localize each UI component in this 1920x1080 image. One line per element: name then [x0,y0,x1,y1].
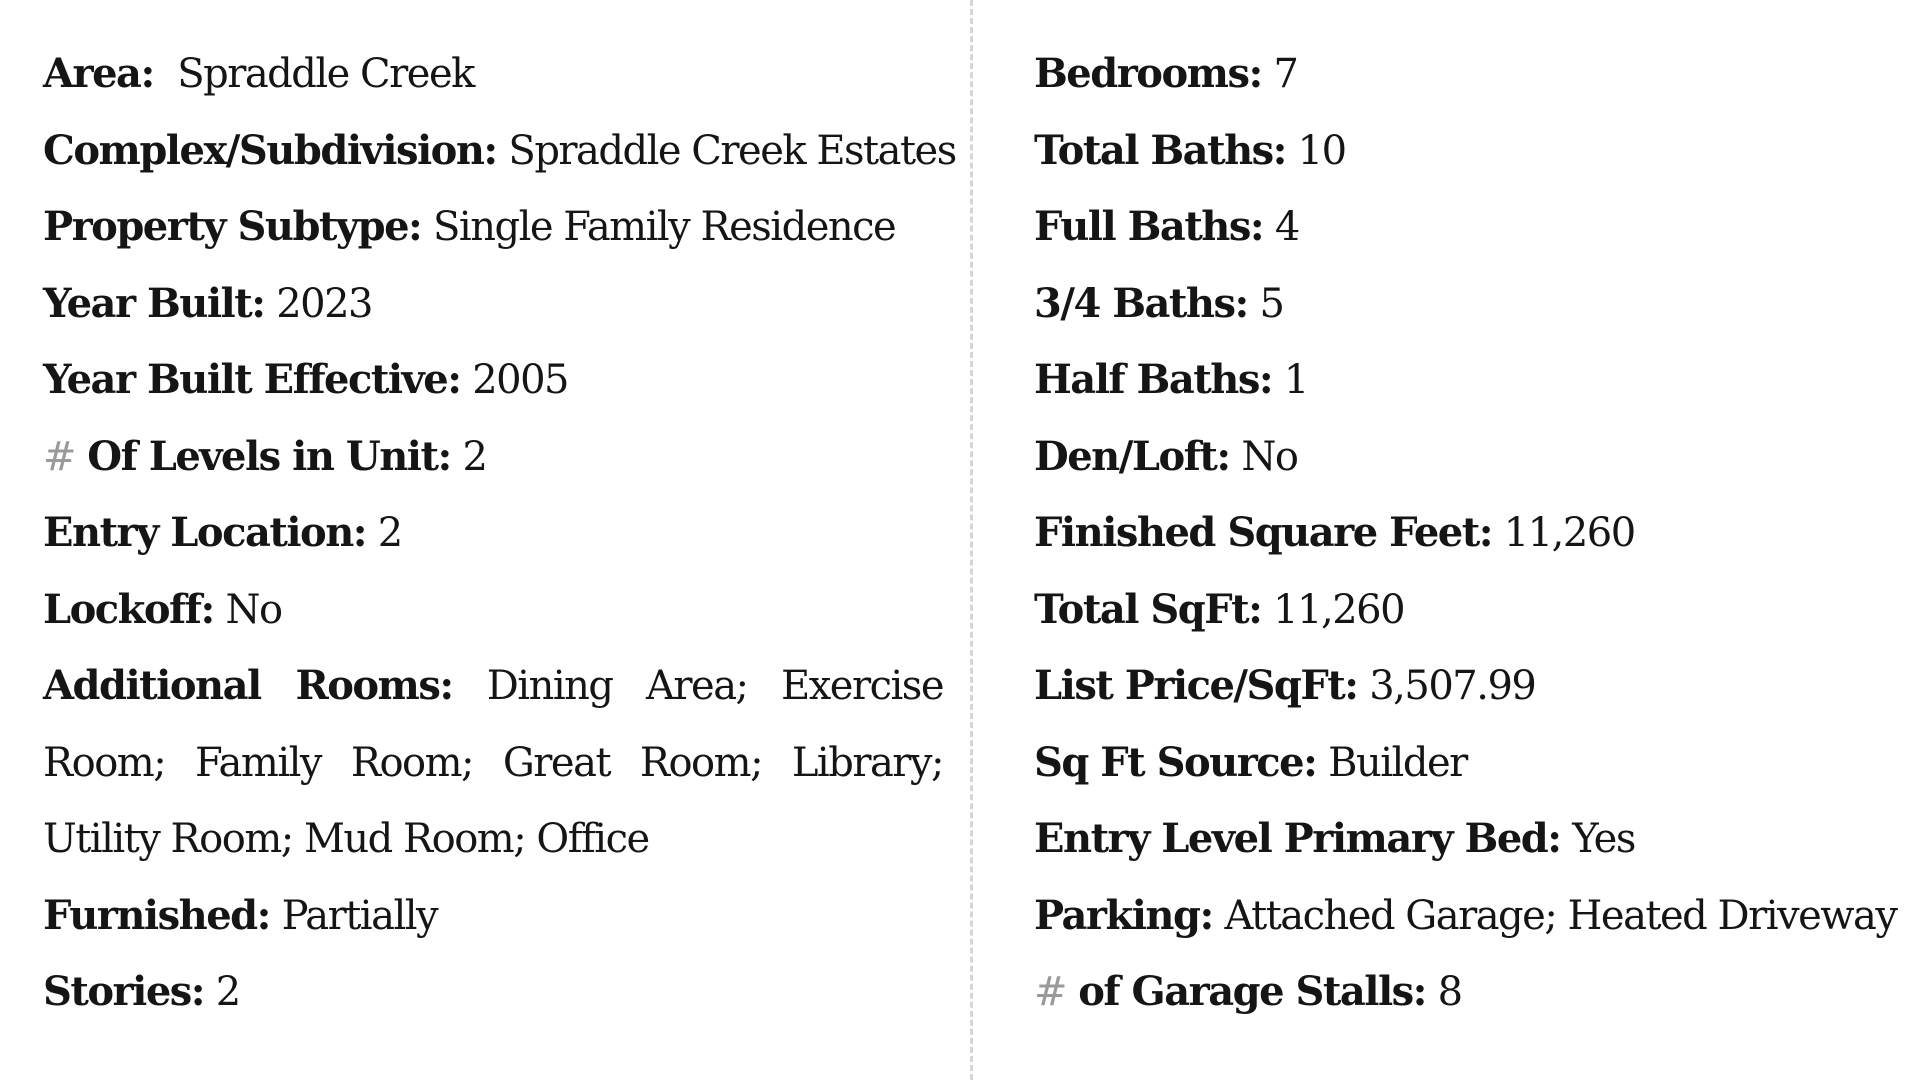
detail-value: 2 [462,433,487,480]
detail-label: Additional Rooms: [43,662,453,709]
detail-label: Half Baths: [1034,356,1273,403]
detail-label: Full Baths: [1034,203,1264,250]
detail-value: Attached Garage; Heated Driveway [1224,892,1897,939]
detail-row-year-built-effective [43,342,943,419]
left-details-column [43,36,956,1031]
detail-row-total-sqft [1034,572,1914,649]
detail-label: Stories: [43,968,205,1015]
detail-label: Property Subtype: [43,203,422,250]
detail-label: Entry Location: [43,509,367,556]
detail-row-list-price-per-sqft [1034,648,1914,725]
detail-value: 2 [215,969,240,1015]
detail-value: 8 [1437,969,1462,1015]
detail-row-sqft-source [1034,725,1914,802]
detail-label: Year Built Effective: [43,356,461,403]
number-sign: # [1034,969,1067,1015]
detail-row-property-subtype [43,189,943,266]
detail-value: Spraddle Creek Estates [508,127,956,174]
detail-value: Spraddle Creek [177,51,474,97]
detail-value: Dining Area; Exercise Room; Family Room; Great Room; Library; Utility Room; Mud Room; Office [43,663,943,862]
detail-row-area [43,36,943,113]
detail-row-entry-location [43,495,943,572]
detail-row-den-loft [1034,419,1914,496]
detail-label: Of Levels in Unit: [87,432,451,480]
detail-label: 3/4 Baths: [1034,279,1248,327]
detail-row-bedrooms [1034,36,1914,113]
detail-row-total-baths [1034,113,1914,190]
detail-value: 4 [1274,204,1299,250]
detail-value: No [1241,433,1298,480]
detail-value: 7 [1273,51,1298,97]
detail-label: Bedrooms: [1034,50,1262,97]
detail-label: Total SqFt: [1034,585,1262,633]
detail-label: Complex/Subdivision: [43,126,497,174]
detail-label: Sq Ft Source: [1034,738,1317,786]
detail-value: 3,507.99 [1369,663,1536,709]
detail-row-three-quarter-baths [1034,266,1914,343]
number-sign: # [43,433,76,480]
detail-row-levels-in-unit [43,419,943,496]
detail-value: 10 [1297,127,1346,174]
detail-label: Area: [43,50,154,97]
detail-value: 2023 [276,280,372,327]
detail-row-entry-level-primary-bed [1034,801,1914,878]
detail-value: 11,260 [1503,510,1635,556]
detail-label: of Garage Stalls: [1078,968,1426,1015]
detail-row-complex-subdivision [43,113,956,190]
detail-label: List Price/SqFt: [1034,662,1358,709]
detail-value: 1 [1283,357,1308,403]
detail-row-furnished [43,878,943,955]
detail-row-finished-square-feet [1034,495,1914,572]
column-divider [970,0,973,1080]
detail-row-garage-stalls [1034,954,1914,1031]
detail-label: Finished Square Feet: [1034,509,1492,556]
detail-value: Builder [1328,739,1467,786]
detail-value: 2005 [472,357,568,403]
detail-row-half-baths [1034,342,1914,419]
detail-row-full-baths [1034,189,1914,266]
right-details-column [1034,36,1914,1031]
detail-label: Den/Loft: [1034,432,1230,480]
detail-row-stories [43,954,943,1031]
detail-value: Partially [281,892,438,939]
detail-value: 5 [1259,280,1284,327]
detail-row-lockoff [43,572,943,649]
detail-value: 2 [377,510,402,556]
detail-row-additional-rooms [43,648,943,878]
detail-label: Furnished: [43,891,270,939]
detail-label: Entry Level Primary Bed: [1034,815,1561,862]
detail-row-year-built [43,266,943,343]
detail-label: Lockoff: [43,585,214,633]
detail-value: No [225,586,282,633]
detail-value: Yes [1572,816,1635,862]
detail-value: 11,260 [1273,586,1405,633]
detail-label: Total Baths: [1034,126,1286,174]
detail-label: Parking: [1034,891,1213,939]
detail-label: Year Built: [43,279,265,327]
detail-value: Single Family Residence [433,204,896,250]
detail-row-parking [1034,878,1914,955]
